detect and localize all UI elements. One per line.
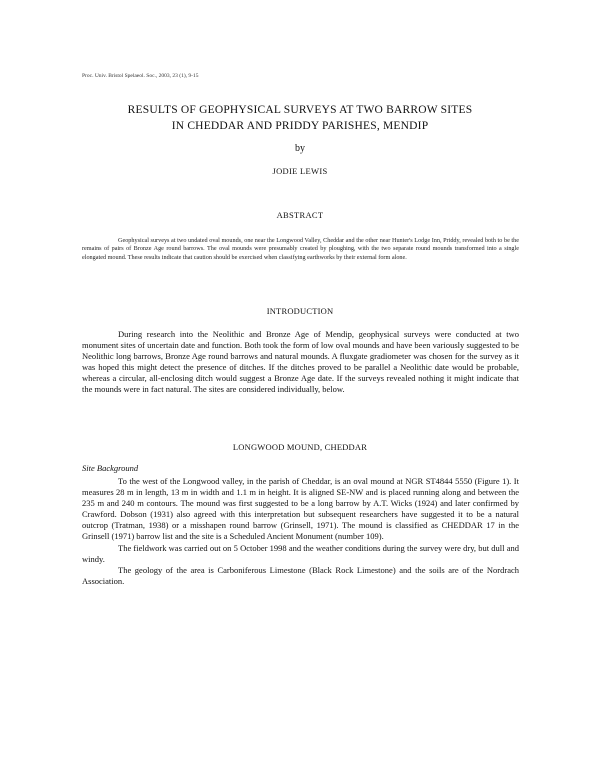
author-name: JODIE LEWIS — [272, 166, 328, 176]
byline-by: by — [295, 143, 305, 154]
longwood-paragraph: The geology of the area is Carboniferous Limestone (Black Rock Limestone) and the soils are of the Nordrach Association. — [82, 564, 519, 586]
site-background-subheading: Site Background — [82, 463, 139, 473]
introduction-paragraph: During research into the Neolithic and Bronze Age of Mendip, geophysical surveys were conducted at two monument sites of uncertain date and function. Both took the form of low oval mounds and have been variously suggested to be Neolithic long barrows, Bronze Age round barrows and natural mounds. A fluxgate gradiometer was chosen for the survey as it was hoped this might detect the presence of ditches. If the ditches proved to be parallel a Neolithic date would be probable, whereas a circular, all-enclosing ditch would suggest a Bronze Age date. If the surveys revealed nothing it might indicate that the mounds were in fact natural. The sites are considered individually, below. — [82, 329, 519, 395]
introduction-body — [82, 329, 519, 396]
longwood-section-heading: LONGWOOD MOUND, CHEDDAR — [232, 442, 368, 452]
paper-title — [60, 102, 540, 134]
abstract-heading: ABSTRACT — [276, 210, 324, 220]
longwood-paragraph: To the west of the Longwood valley, in the parish of Cheddar, is an oval mound at NGR ST4844 5550 (Figure 1). It measures 28 m in length, 13 m in width and 1.1 m in height. It is aligned SE-NW and is placed running along and between the 235 m and 240 m contours. The mound was first suggested to be a long barrow by A.T. Wicks (1924) and later confirmed by Crawford. Dobson (1931) also agreed with this interpretation but subsequent researchers have suggested it to be a natural outcrop (Tratman, 1938) or a misshapen round barrow (Grinsell, 1971). The mound is classified as CHEDDAR 17 in the Grinsell (1971) barrow list and the site is a Scheduled Ancient Monument (number 109). — [82, 476, 519, 542]
title-line-2: IN CHEDDAR AND PRIDDY PARISHES, MENDIP — [171, 120, 429, 132]
introduction-heading: INTRODUCTION — [266, 306, 334, 316]
longwood-body — [82, 476, 519, 587]
abstract-text: Geophysical surveys at two undated oval mounds, one near the Longwood Valley, Cheddar and the other near Hunter's Lodge Inn, Priddy, revealed both to be the remains of pairs of Bronze Age round barrows. The oval mounds were presumably created by ploughing, with the two separate round mounds transformed into a single elongated mound. These results indicate that caution should be exercised when classifying earthworks by their external form alone. — [82, 237, 519, 261]
title-line-1: RESULTS OF GEOPHYSICAL SURVEYS AT TWO BARROW SITES — [127, 104, 473, 116]
longwood-paragraph: The fieldwork was carried out on 5 October 1998 and the weather conditions during the survey were dry, but dull and windy. — [82, 542, 519, 564]
journal-citation: Proc. Univ. Bristol Spelaeol. Soc., 2003, 23 (1), 9-15 — [82, 73, 199, 79]
